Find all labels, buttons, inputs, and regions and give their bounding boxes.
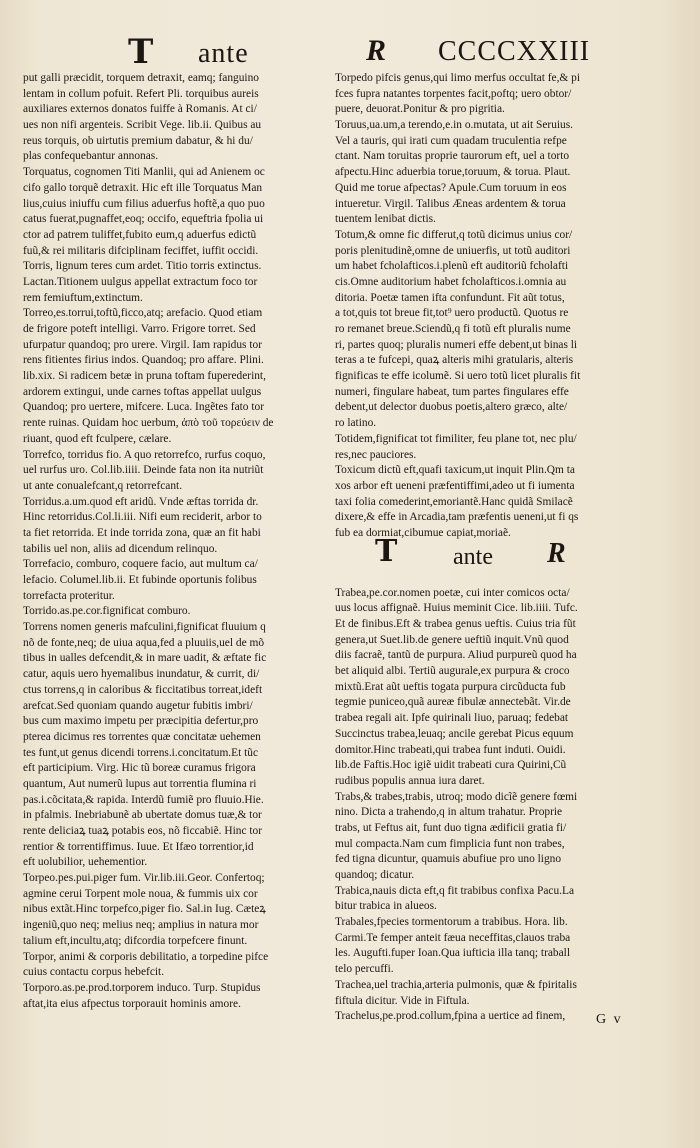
text-line: tes funt,ut genus dicendi torrens.i.concitatum.Et tũc	[23, 746, 259, 759]
text-line: arefcat.Sed quoniam quando augetur fubitis imbri/	[23, 699, 253, 712]
text-line: ta fiet retorrida. Et inde torrida zona, quæ an fit habi	[23, 526, 261, 539]
text-line: auxiliares externos donatos fuiffe à Romanis. At ci/	[23, 103, 257, 116]
text-line: Trabica,nauis dicta eft,q fit trabibus confixa Pacu.La	[335, 884, 575, 897]
text-line: nino. Dicta a trahendo,q in altum trahatur. Proprie	[335, 806, 563, 819]
left-column	[23, 71, 343, 1012]
text-line: fiftula dicitur. Vide in Fiftula.	[335, 994, 470, 1007]
text-line: ctus torrens,q in caloribus & ficcitatibus torreat,ideft	[23, 683, 263, 696]
text-line: cifo gallo torquẽ detraxit. Hic eft ille Torquatus Man	[23, 181, 263, 194]
text-line: bitur trabica in alueos.	[335, 900, 437, 913]
text-line: Toruus,ua.um,a terendo,e.in o.mutata, ut ait Seruius.	[335, 119, 574, 132]
text-line: pterea dicimus res torrentes quæ concitatæ uehemen	[23, 730, 261, 743]
text-line: talium eft,incultu,atq; difcordia torpefcere finunt.	[23, 934, 248, 947]
text-line: ardorem extingui, unde carnes toftas appellat uulgus	[23, 385, 262, 398]
text-line: rente deliciaꝝ tuaꝝ potabis eos, nõ ficcabiẽ. Hinc tor	[23, 825, 262, 837]
text-line: rentior & torrentiffimus. Iuue. Et Ifæo torrentior,id	[23, 840, 254, 853]
text-line: Vel a tauris, qui irati cum quadam truculentia refpe	[335, 134, 567, 147]
text-line: ufurpatur quandoq; pro urere. Virgil. Iam rapidus tor	[23, 338, 262, 351]
text-line: reus torquis, ob uirtutis premium dabatur, & hi du/	[23, 134, 253, 147]
text-line: Torpor, animi & corporis debilitatio, a torpedine pifce	[23, 950, 269, 963]
text-line: tibus in ualles defcendit,& in mare uadit, & æftate fic	[23, 652, 267, 665]
text-line: Succinctus trabea,leuaq; ancile gerebat Picus equum	[335, 727, 574, 740]
text-line: catur, aquis uero hyemalibus inundatur, & currit, di/	[23, 668, 260, 681]
signature-mark: G v	[596, 1012, 623, 1027]
text-line: de frigore poteft intelligi. Varro. Frigore torret. Sed	[23, 323, 256, 335]
text-line: Torpedo pifcis genus,qui limo merfus occultat fe,& pi	[335, 72, 580, 84]
text-line: rens fitientes firius indos. Quandoq; pro affare. Plini.	[23, 354, 264, 367]
text-line: Trachelus,pe.prod.collum,fpina a uertice ad finem,	[335, 1010, 566, 1023]
text-line: Lactan.Titionem uulgus appellat extractum foco tor	[23, 275, 258, 288]
text-line: Torrens nomen generis mafculini,fignificat fluuium q	[23, 621, 266, 634]
text-line: Torreo,es.torrui,toftũ,ficco,atq; arefacio. Quod etiam	[23, 307, 263, 320]
text-line: Torquatus, cognomen Titi Manlii, qui ad Anienem oc	[23, 166, 265, 179]
text-line: Carmi.Te femper anteit fæua neceffitas,clauos traba	[335, 931, 571, 944]
text-line: quandoq; dicatur.	[335, 869, 415, 881]
text-line: intueretur. Virgil. Talibus Æneas ardentem & torua	[335, 197, 566, 210]
text-line: ro remanet breue.Sciendũ,q fi totũ eft pluralis nume	[335, 323, 571, 335]
section-heading-initial: T	[375, 533, 398, 569]
text-line: trabs, ut Feftus ait, funt duo tigna ædificii gratia fi/	[335, 821, 567, 834]
section-heading-letter: R	[547, 537, 566, 569]
text-line: genera,ut Suet.lib.de genere ueftiũ inquit.Vnũ quod	[335, 633, 569, 646]
text-line: rem femiuftum,extinctum.	[23, 291, 143, 304]
text-line: Torpeo.pes.pui.piger fum. Vir.lib.iii.Geor. Confertoq;	[23, 872, 265, 885]
text-line: puere, deuorat.Ponitur & pro pigritia.	[335, 103, 505, 116]
text-line: teras a te fufcepi, quaꝝ alteris mihi gratularis, alteris	[335, 354, 574, 367]
text-line: diis facraẽ, tantũ de purpura. Aliud purpureũ quod ha	[335, 649, 577, 662]
text-line: eft uolubilior, uehementior.	[23, 856, 148, 869]
text-line: Quandoq; pro uertere, mifcere. Luca. Ingẽtes fato tor	[23, 401, 264, 414]
text-line: les. Augufti.fuper Ioan.Qua iufticia illa tanq; traball	[335, 947, 571, 960]
text-line: debent,ut delector duobus poetis,altero græco, alte/	[335, 401, 568, 414]
text-line: in pfalmis. Inebriabunẽ ab ubertate domus tuæ,& tor	[23, 809, 262, 822]
text-line: uel rurfus uro. Col.lib.iiii. Deinde fata non ita nutriũt	[23, 464, 264, 477]
right-column-top-entries	[335, 71, 670, 542]
folio-number: CCCCXXIII	[438, 36, 591, 67]
text-line: rente ruinas. Quidam hoc uerbum, ἀπὸ τοῦ τορεύειν de	[23, 417, 274, 430]
right-column-bottom-entries	[335, 586, 670, 1025]
text-line: riuant, quod eft fculpere, cælare.	[23, 432, 172, 445]
text-line: eft participium. Virg. Hic tũ boreæ curamus frigora	[23, 762, 256, 775]
text-line: ctor ad patrem tuliffet,fubito eum,q aduerfus edictũ	[23, 228, 257, 241]
text-line: Trachea,uel trachia,arteria pulmonis, quæ & fpiritalis	[335, 978, 577, 991]
text-line: agmine cerui Torpent mole noua, & fummis uix cor	[23, 887, 258, 900]
text-line: ri, partes quoq; pluralis numeri effe debent,ut binas li	[335, 338, 578, 351]
text-line: taxi folia comederint,emoriantẽ.Hanc quidã Smilacẽ	[335, 495, 573, 508]
text-line: mixtũ.Erat aũt ueftis togata purpura circũducta fub	[335, 680, 566, 693]
text-line: poris plenitudinẽ,omne de uniuerfis, ut totũ auditori	[335, 244, 571, 257]
text-line: Toxicum dictũ eft,quafi taxicum,ut inquit Plin.Qm ta	[335, 464, 575, 477]
text-line: ditoria. Poetæ tamen ifta confundunt. Fit aũt totus,	[335, 291, 565, 304]
text-line: Torrido.as.pe.cor.fignificat comburo.	[23, 605, 191, 618]
text-line: xos arbor eft ueneni præfentiffimi,adeo ut fi iumenta	[335, 479, 575, 492]
text-line: rudibus populis annua iura daret.	[335, 774, 485, 787]
text-line: cis.Omne auditorium habet fcholafticos.i.omnia au	[335, 275, 567, 288]
text-line: afpectu.Hinc aduerbia torue,toruum, & torua. Plaut.	[335, 166, 571, 179]
text-line: plas confequebantur annonas.	[23, 150, 159, 163]
text-line: put galli præcidit, torquem detraxit, eamq; fanguino	[23, 72, 259, 84]
text-line: tabilis uel non, aliis ad dicendum relinquo.	[23, 542, 218, 555]
text-line: telo percuffi.	[335, 963, 394, 976]
text-line: catus fuerat,pugnaffet,eoq; occifo, equeftria fpolia ui	[23, 213, 264, 226]
text-line: Hinc retorridus.Col.li.iii. Nifi eum reciderit, arbor to	[23, 511, 262, 524]
text-line: lefacio. Columel.lib.ii. Et fubinde oportunis folibus	[23, 574, 257, 586]
header-initial: T	[128, 32, 154, 72]
text-line: fignificas te effe icolumẽ. Si uero totũ licet pluralis fit	[335, 370, 581, 383]
text-line: quantum, Aut numerũ lupus aut torrentia flumina ri	[23, 777, 257, 790]
text-line: Totidem,fignificat tot fimiliter, feu plane tot, nec plu/	[335, 432, 577, 445]
text-line: Trabales,fpecies tormentorum a trabibus. Hora. lib.	[335, 916, 568, 929]
text-line: Torrefco, torridus fio. A quo retorrefco, rurfus coquo,	[23, 448, 266, 461]
text-line: ues non nifi argenteis. Scribit Vege. lib.ii. Quibus au	[23, 119, 262, 132]
text-line: cuius contactu corpus hebefcit.	[23, 966, 165, 979]
text-line: ut ante conualefcant,q retorrefcant.	[23, 479, 183, 492]
text-line: fub ea dormiat,cibumue capiat,moriaẽ.	[335, 526, 511, 539]
header-word: ante	[198, 38, 249, 69]
text-line: lib.de Faftis.Hoc igiẽ uidit trabeati cura Quirini,Cũ	[335, 759, 567, 772]
header-letter: R	[366, 34, 387, 67]
text-line: ingeniũ,quo neq; melius neq; amplius in natura mor	[23, 919, 259, 932]
text-line: nibus extãt.Hinc torpefco,piger fio. Sal.in Iug. Cæteꝝ	[23, 903, 266, 916]
text-line: a tot,quis tot breue fit,tot⁹ uero productũ. Quotus re	[335, 307, 569, 320]
text-line: aftat,ita eius afpectus torporauit hominis amore.	[23, 997, 241, 1010]
text-line: pas.i.cõcitata,& rapida. Interdũ fumiẽ pro fluuio.Hie.	[23, 793, 264, 806]
text-line: fces fupra natantes torpentes facit,poftq; uero obtor/	[335, 87, 572, 100]
text-line: Torrefacio, comburo, coquere facio, aut multum ca/	[23, 558, 258, 571]
text-line: Trabea,pe.cor.nomen poetæ, cui inter comicos octa/	[335, 586, 570, 599]
text-line: bet aliquid albi. Tertiũ augurale,ex purpura & croco	[335, 665, 570, 678]
text-line: fuũ,& rei militaris difciplinam feciffet, iuffit occidi.	[23, 244, 259, 257]
text-line: lib.xix. Si radicem betæ in pruna toftam fuperederint,	[23, 370, 266, 383]
text-line: Torridus.a.um.quod eft aridũ. Vnde æftas torrida dr.	[23, 495, 259, 508]
text-line: um habet fcholafticos.i.plenũ eft auditoriũ fcholafti	[335, 260, 569, 273]
text-line: fed tigna dicuntur, quamuis abufiue pro uno ligno	[335, 853, 562, 866]
text-line: Trabs,& trabes,trabis, utroq; modo dicĩẽ genere fœmi	[335, 790, 578, 803]
text-line: tuentem lenibat dictis.	[335, 213, 436, 226]
text-line: Torris, lignum teres cum ardet. Titio torris extinctus.	[23, 260, 262, 273]
text-line: Et de finibus.Eft & trabea genus ueftis. Cuius tria fũt	[335, 618, 576, 630]
text-line: Torporo.as.pe.prod.torporem induco. Turp. Stupidus	[23, 981, 261, 994]
text-line: nõ de fonte,neq; de uiua aqua,fed a pluuiis,uel de mõ	[23, 636, 265, 649]
text-line: torrefacta proteritur.	[23, 589, 115, 602]
text-line: domitor.Hinc trabeati,qui trabea funt induti. Ouidi.	[335, 743, 566, 756]
text-line: ro latino.	[335, 417, 377, 430]
section-heading	[335, 533, 670, 584]
text-line: numeri, fingulare habeat, tum partes fingulares effe	[335, 385, 569, 398]
text-line: trabea regali ait. Ipfe quirinali liuo, paruaq; fedebat	[335, 712, 569, 725]
text-line: ctant. Nam toruitas proprie taurorum eft, uel a torto	[335, 150, 570, 163]
text-line: bus cum maximo impetu per præcipitia defertur,pro	[23, 715, 259, 728]
running-header	[0, 30, 700, 70]
text-line: lentam in collum pofuit. Refert Pli. torquibus aureis	[23, 87, 259, 100]
text-line: tegmie puniceo,quã aureæ fibulæ annectebãt. Vir.de	[335, 696, 571, 709]
text-line: mul compacta.Nam cum fimplicia funt non trabes,	[335, 837, 565, 850]
text-line: res,nec pauciores.	[335, 448, 417, 461]
section-heading-word: ante	[453, 543, 493, 570]
text-line: dixere,& effe in Arcadia,tam præfentis ueneni,ut fi qs	[335, 511, 579, 524]
text-line: Quid me torue afpectas? Apule.Cum toruum in eos	[335, 181, 567, 194]
right-column	[335, 71, 670, 1025]
text-line: lius,cuius iniuffu cum filius aduerfus hoftẽ,a quo puo	[23, 197, 265, 210]
text-line: Totum,& omne fic differut,q totũ dicimus unius cor/	[335, 228, 573, 241]
text-line: uus locus affignaẽ. Huius meminit Cice. lib.iiii. Tufc.	[335, 602, 578, 615]
